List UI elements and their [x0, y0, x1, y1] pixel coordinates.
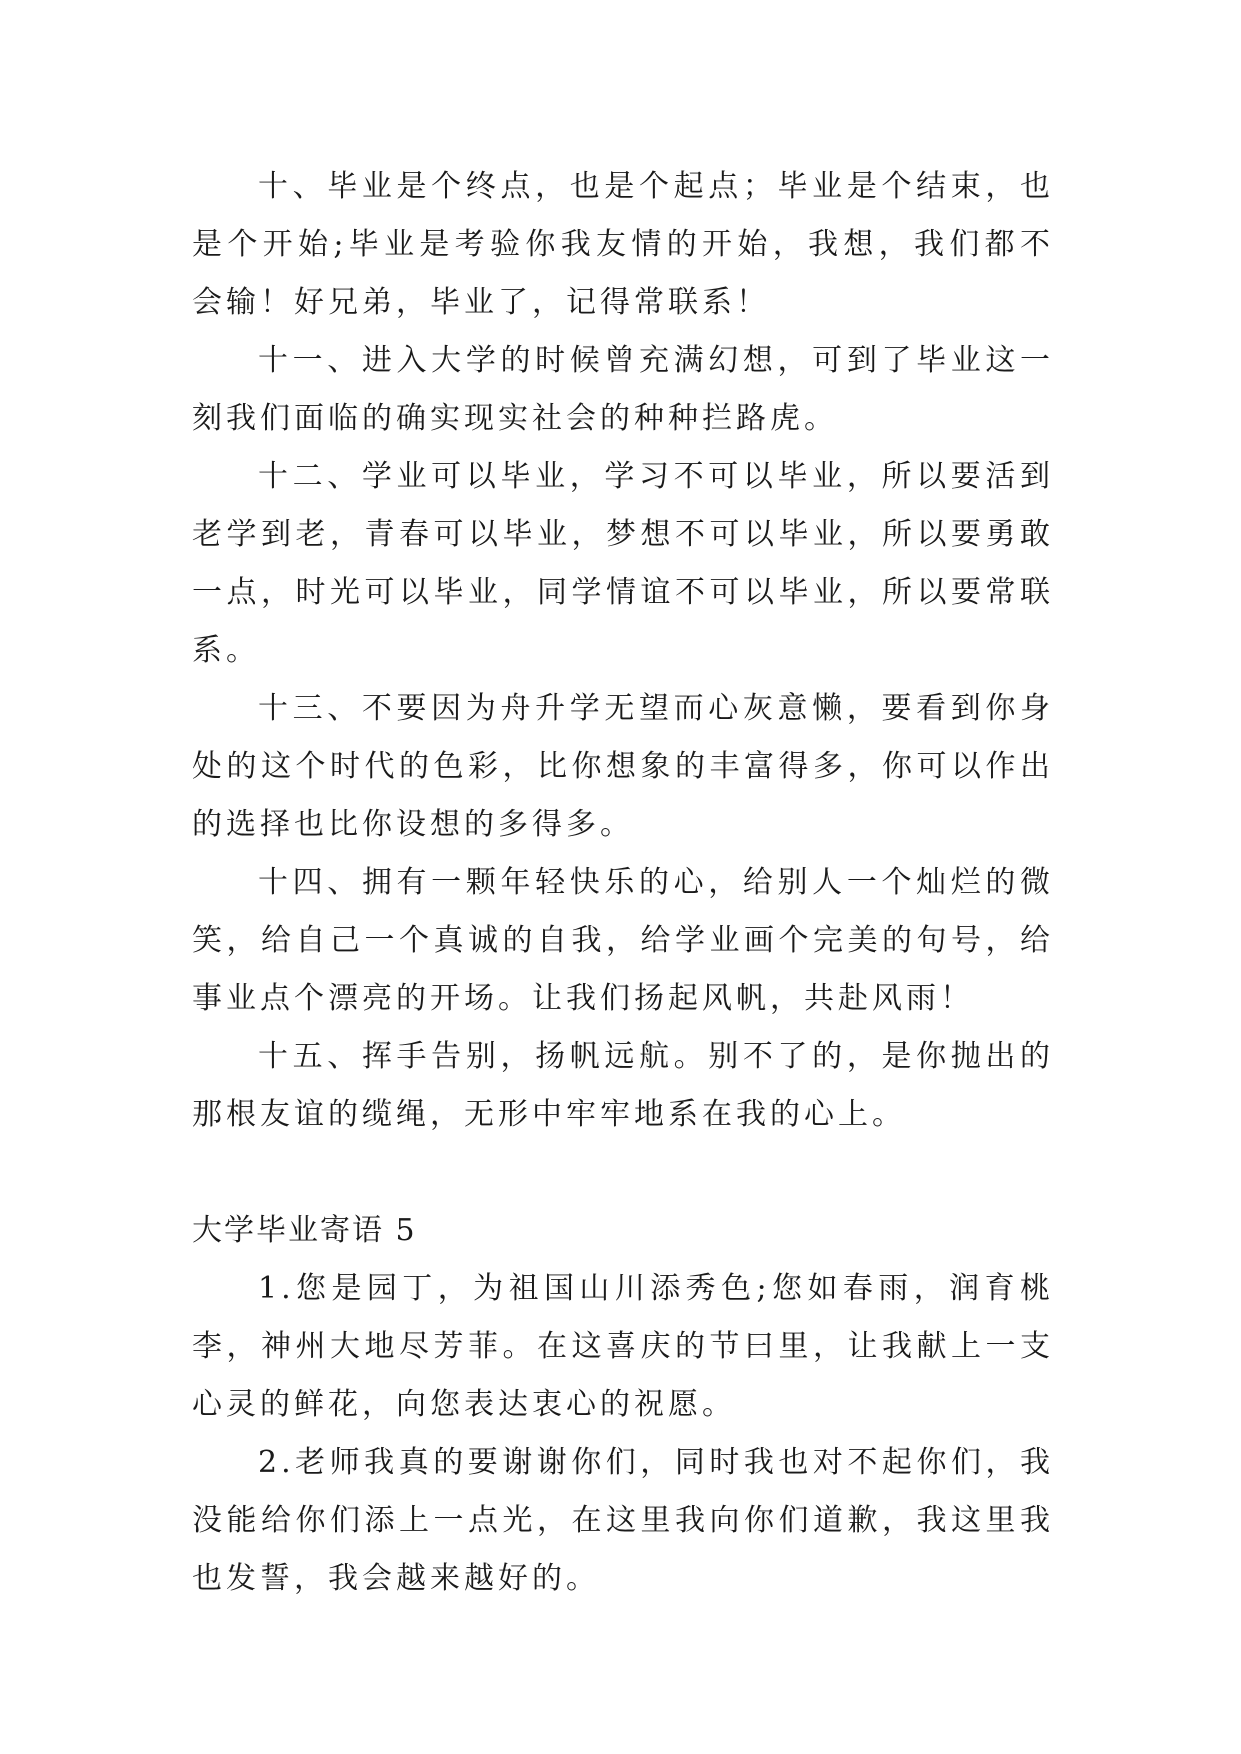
paragraph-item-2: 2.老师我真的要谢谢你们，同时我也对不起你们，我没能给你们添上一点光，在这里我向你们道歉，我这里我也发誓，我会越来越好的。	[192, 1445, 1054, 1596]
paragraph-15: 十五、挥手告别，扬帆远航。别不了的，是你抛出的那根友谊的缆绳，无形中牢牢地系在我的心上。	[192, 1039, 1054, 1132]
paragraph-10: 十、毕业是个终点，也是个起点；毕业是个结束，也是个开始;毕业是考验你我友情的开始，我想，我们都不会输！好兄弟，毕业了，记得常联系！	[192, 169, 1054, 320]
paragraph-12: 十二、学业可以毕业，学习不可以毕业，所以要活到老学到老，青春可以毕业，梦想不可以毕业，所以要勇敢一点，时光可以毕业，同学情谊不可以毕业，所以要常联系。	[192, 459, 1054, 668]
paragraph-11: 十一、进入大学的时候曾充满幻想，可到了毕业这一刻我们面临的确实现实社会的种种拦路虎。	[192, 343, 1054, 436]
section-title: 大学毕业寄语 5	[192, 1213, 417, 1248]
paragraph-14: 十四、拥有一颗年轻快乐的心，给别人一个灿烂的微笑，给自己一个真诚的自我，给学业画个完美的句号，给事业点个漂亮的开场。让我们扬起风帆，共赴风雨！	[192, 865, 1054, 1016]
paragraph-item-1: 1.您是园丁，为祖国山川添秀色;您如春雨，润育桃李，神州大地尽芳菲。在这喜庆的节曰里，让我献上一支心灵的鲜花，向您表达衷心的祝愿。	[192, 1271, 1054, 1422]
paragraph-13: 十三、不要因为舟升学无望而心灰意懒，要看到你身处的这个时代的色彩，比你想象的丰富得多，你可以作出的选择也比你设想的多得多。	[192, 691, 1054, 842]
document-body	[192, 158, 1054, 1608]
